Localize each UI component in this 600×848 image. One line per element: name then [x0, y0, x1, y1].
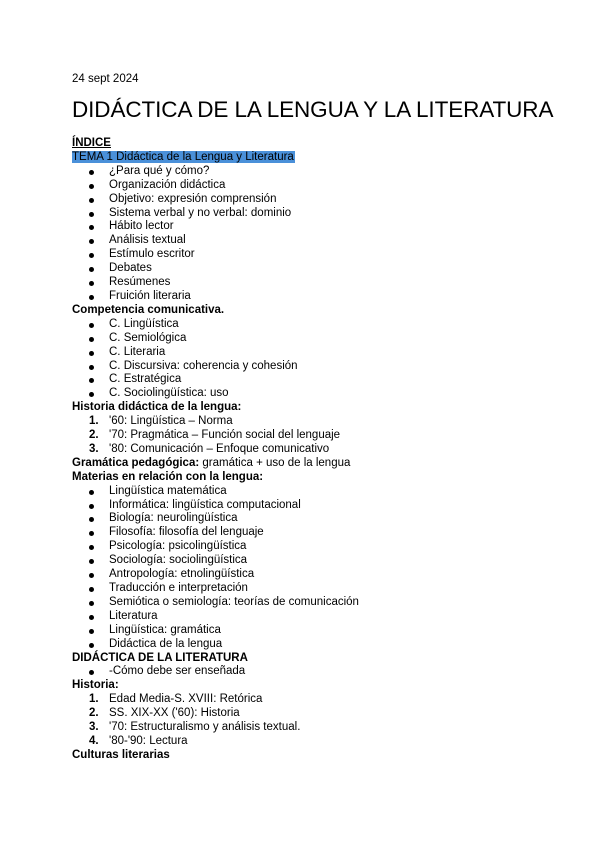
index-heading: ÍNDICE: [72, 137, 111, 149]
list-item: C. Lingüística: [72, 318, 552, 332]
list-item: Psicología: psicolingüística: [72, 540, 552, 554]
item-number: 2.: [89, 429, 99, 442]
item-text: '70: Estructuralismo y análisis textual.: [109, 721, 301, 734]
document-date: 24 sept 2024: [72, 73, 139, 85]
item-number: 3.: [89, 442, 99, 455]
item-text: Edad Media-S. XVIII: Retórica: [109, 693, 263, 706]
numbered-item: [72, 721, 552, 735]
list-item: ¿Para qué y cómo?: [72, 165, 552, 179]
list-item: Análisis textual: [72, 234, 552, 248]
competencia-heading: Competencia comunicativa.: [72, 303, 225, 316]
historia-lengua-list: [72, 415, 552, 457]
list-item: C. Estratégica: [72, 373, 552, 387]
item-number: 1.: [89, 415, 99, 428]
item-number: 1.: [89, 693, 99, 706]
purpose-list: [72, 165, 552, 304]
didactica-literatura-heading: DIDÁCTICA DE LA LITERATURA: [72, 651, 248, 664]
list-item: Filosofía: filosofía del lenguaje: [72, 526, 552, 540]
list-item: Literatura: [72, 610, 552, 624]
numbered-item: [72, 693, 552, 707]
list-item: Resúmenes: [72, 276, 552, 290]
item-number: 3.: [89, 721, 99, 734]
didactica-literatura-list: [72, 665, 552, 679]
list-item: C. Literaria: [72, 346, 552, 360]
list-item: Sociología: sociolingüística: [72, 554, 552, 568]
list-item: Debates: [72, 262, 552, 276]
list-item: C. Sociolingüística: uso: [72, 387, 552, 401]
list-item: Organización didáctica: [72, 179, 552, 193]
gramatica-line: [72, 457, 552, 471]
list-item: Didáctica de la lengua: [72, 638, 552, 652]
list-item: Sistema verbal y no verbal: dominio: [72, 207, 552, 221]
list-item: Estímulo escritor: [72, 248, 552, 262]
list-item: Fruición literaria: [72, 290, 552, 304]
gramatica-label: Gramática pedagógica:: [72, 456, 200, 469]
document-title: DIDÁCTICA DE LA LENGUA Y LA LITERATURA: [72, 97, 554, 122]
list-item: C. Discursiva: coherencia y cohesión: [72, 360, 552, 374]
list-item: Biología: neurolingüística: [72, 512, 552, 526]
tema-1-highlight[interactable]: TEMA 1 Didáctica de la Lengua y Literatura: [72, 150, 294, 163]
item-text: '60: Lingüística – Norma: [109, 415, 233, 428]
numbered-item: [72, 707, 552, 721]
numbered-item: [72, 443, 552, 457]
competencia-list: [72, 318, 552, 401]
numbered-item: [72, 429, 552, 443]
item-text: '80-'90: Lectura: [109, 734, 188, 747]
historia-list: [72, 693, 552, 749]
item-number: 4.: [89, 734, 99, 747]
item-text: SS. XIX-XX ('60): Historia: [109, 707, 240, 720]
numbered-item: [72, 735, 552, 749]
list-item: Informática: lingüística computacional: [72, 499, 552, 513]
historia-lengua-heading: Historia didáctica de la lengua:: [72, 401, 242, 414]
numbered-item: [72, 415, 552, 429]
list-item: C. Semiológica: [72, 332, 552, 346]
list-item: Antropología: etnolingüística: [72, 568, 552, 582]
list-item: Lingüística matemática: [72, 485, 552, 499]
item-text: '70: Pragmática – Función social del lenguaje: [109, 429, 341, 442]
historia-heading: Historia:: [72, 679, 119, 692]
tema-1-line: [72, 151, 552, 165]
item-text: '80: Comunicación – Enfoque comunicativo: [109, 442, 330, 455]
item-number: 2.: [89, 707, 99, 720]
gramatica-text: gramática + uso de la lengua: [199, 456, 351, 469]
list-item: Hábito lector: [72, 220, 552, 234]
list-item: Semiótica o semiología: teorías de comunicación: [72, 596, 552, 610]
document-body: [72, 137, 552, 763]
materias-list: [72, 485, 552, 652]
list-item: -Cómo debe ser enseñada: [72, 665, 552, 679]
culturas-heading: Culturas literarias: [72, 748, 170, 761]
list-item: Lingüística: gramática: [72, 624, 552, 638]
materias-heading: Materias en relación con la lengua:: [72, 470, 264, 483]
list-item: Traducción e interpretación: [72, 582, 552, 596]
list-item: Objetivo: expresión comprensión: [72, 193, 552, 207]
